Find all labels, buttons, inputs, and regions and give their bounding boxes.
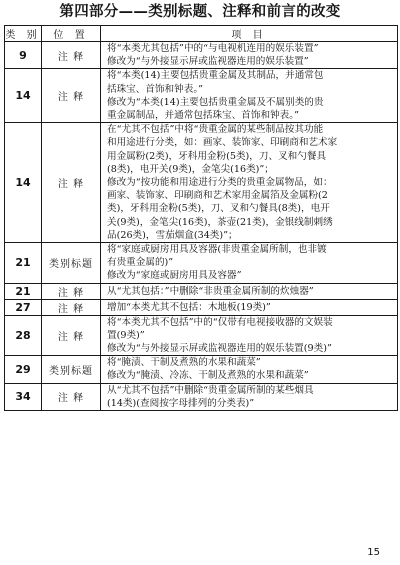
item-cell: [101, 123, 398, 243]
item-cell: [101, 299, 398, 315]
item-text-line: 修改为“本类(14)主要包括贵重金属及不属别类的贵: [107, 96, 324, 108]
item-text-line: 有贵重金属的)”: [107, 257, 174, 269]
class-number: 34: [5, 383, 42, 410]
table-row: [5, 283, 398, 299]
item-text-line: 修改为“与外接显示屏或监视器连用的娱乐装置”: [107, 56, 309, 68]
page-number: 15: [367, 547, 380, 558]
table-row: [5, 42, 398, 69]
table-header-row: [5, 26, 398, 42]
item-text-line: 括珠宝、首饰和钟表。”: [107, 83, 204, 95]
item-text-line: 在“尤其不包括”中将“贵重金属的某些制品按其功能: [107, 124, 324, 136]
changes-table: [4, 25, 398, 411]
class-number: 29: [5, 356, 42, 383]
item-text-line: 和用途进行分类，如：画家、装饰家、印刷商和艺术家: [107, 137, 338, 149]
table-row: [5, 69, 398, 123]
item-text-line: 修改为“家庭或厨房用具及容器”: [107, 270, 242, 282]
position-cell: 类别标题: [42, 356, 101, 383]
item-text-line: 置(9类)”: [107, 329, 145, 341]
item-text-line: 修改为“腌渍、冷冻、干制及煮熟的水果和蔬菜”: [107, 370, 309, 382]
item-text-line: 修改为“按功能和用途进行分类的贵重金属物品，如：: [107, 177, 333, 189]
header-class: 类 别: [5, 26, 42, 42]
position-cell: 注 释: [42, 283, 101, 299]
position-cell: 注 释: [42, 69, 101, 123]
class-number: 27: [5, 299, 42, 315]
class-number: 21: [5, 243, 42, 284]
table-row: [5, 356, 398, 383]
item-text-line: 画家、装饰家、印刷商和艺术家用金属箔及金属粉(2: [107, 190, 328, 202]
class-number: 21: [5, 283, 42, 299]
class-number: 14: [5, 123, 42, 243]
class-number: 28: [5, 315, 42, 356]
item-text-line: 关(9类)，金笔尖(16类)，茶壶(21类)，金银线制刺绣: [107, 216, 333, 228]
position-cell: 注 释: [42, 42, 101, 69]
position-cell: 注 释: [42, 299, 101, 315]
item-cell: [101, 283, 398, 299]
item-text-line: 将“本类(14)主要包括贵重金属及其制品，并通常包: [107, 70, 324, 82]
table-row: [5, 243, 398, 284]
item-cell: [101, 383, 398, 410]
item-text-line: (14类)(查阅按字母排列的分类表)”: [107, 397, 255, 409]
position-cell: 注 释: [42, 383, 101, 410]
item-text-line: 增加“本类尤其不包括：木地板(19类)”: [107, 301, 271, 313]
table-row: [5, 123, 398, 243]
header-item: 项 目: [101, 26, 398, 42]
header-position: 位 置: [42, 26, 101, 42]
item-cell: [101, 243, 398, 284]
item-cell: [101, 42, 398, 69]
item-text-line: 从“尤其包括：”中删除“非贵重金属所制的炊烛器”: [107, 285, 314, 297]
position-cell: 注 释: [42, 123, 101, 243]
item-text-line: 将“本类尤其包括”中的“与电视机连用的娱乐装置”: [107, 43, 319, 54]
item-cell: [101, 69, 398, 123]
table-row: [5, 383, 398, 410]
item-cell: [101, 315, 398, 356]
item-text-line: (8类)，电开关(9类)，金笔尖(16类)”；: [107, 163, 274, 175]
item-text-line: 类)，牙科用金粉(5类)，刀、叉和勺餐具(8类)，电开: [107, 203, 330, 215]
item-text-line: 从“尤其不包括”中删除“贵重金属所制的某些烟具: [107, 384, 314, 396]
item-text-line: 重金属制品，并通常包括珠宝、首饰和钟表。”: [107, 110, 299, 122]
item-text-line: 品(26类)，雪茄烟盒(34类)”；: [107, 229, 238, 241]
item-text-line: 将“家庭或厨房用具及容器(非贵重金属所制，也非镀: [107, 244, 327, 256]
position-cell: 注 释: [42, 315, 101, 356]
item-cell: [101, 356, 398, 383]
position-cell: 类别标题: [42, 243, 101, 284]
table-row: [5, 315, 398, 356]
table-body: [5, 42, 398, 411]
item-text-line: 将“本类尤其不包括”中的“仅带有电视接收器的文娱装: [107, 316, 333, 328]
class-number: 9: [5, 42, 42, 69]
item-text-line: 将“腌渍、干制及煮熟的水果和蔬菜”: [107, 357, 261, 369]
table-row: [5, 299, 398, 315]
item-text-line: 修改为“与外接显示屏或监视器连用的娱乐装置(9类)”: [107, 343, 332, 355]
class-number: 14: [5, 69, 42, 123]
item-text-line: 用金属粉(2类)，牙科用金粉(5类)，刀、叉和勺餐具: [107, 150, 327, 162]
page-title: 第四部分——类别标题、注释和前言的改变: [59, 4, 341, 20]
